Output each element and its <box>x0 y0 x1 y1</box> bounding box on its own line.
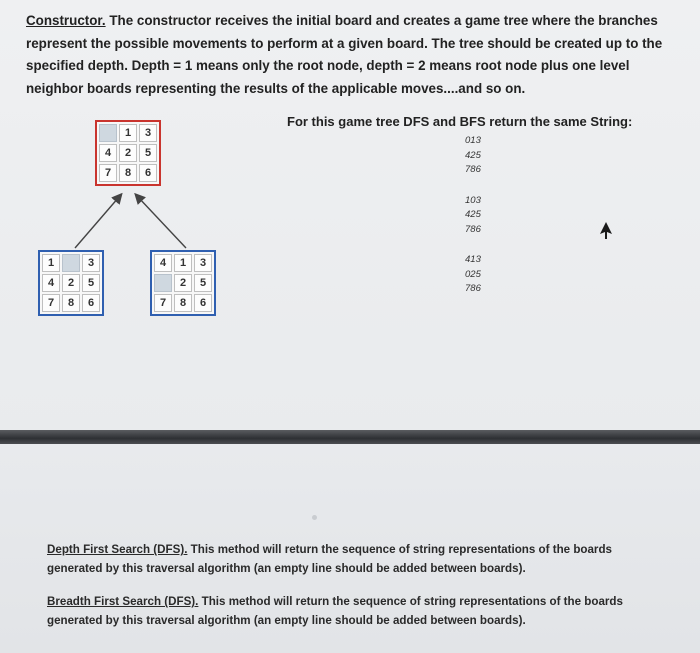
page-divider <box>0 430 700 444</box>
board-cell: 6 <box>82 294 100 312</box>
board-cell: 7 <box>154 294 172 312</box>
output-group-1 <box>465 134 505 178</box>
dfs-description <box>47 540 667 578</box>
board-cell: 4 <box>154 254 172 272</box>
board-cell: 5 <box>194 274 212 292</box>
bfs-heading: Breadth First Search (DFS). <box>47 595 199 608</box>
board-cell: 7 <box>42 294 60 312</box>
right-child-board <box>150 250 216 316</box>
board-cell: 3 <box>139 124 157 142</box>
left-child-board <box>38 250 104 316</box>
board-cell: 2 <box>62 274 80 292</box>
output-line: 025 <box>465 268 481 280</box>
board-cell: 8 <box>119 164 137 182</box>
constructor-description <box>26 10 676 100</box>
bfs-description <box>47 592 667 630</box>
board-cell: 8 <box>174 294 192 312</box>
dfs-heading: Depth First Search (DFS). <box>47 543 188 556</box>
board-cell: 6 <box>139 164 157 182</box>
board-cell: 1 <box>119 124 137 142</box>
board-cell: 3 <box>82 254 100 272</box>
board-cell: 4 <box>42 274 60 292</box>
board-cell: 2 <box>174 274 192 292</box>
board-cell: 3 <box>194 254 212 272</box>
bfs-text: This method will return the sequence of string representations of the boards generated by this traversal algorithm (an empty line should be added between boards). <box>47 595 623 627</box>
output-group-2 <box>465 194 505 238</box>
mouse-cursor-icon <box>598 221 614 241</box>
board-cell <box>154 274 172 292</box>
board-cell: 6 <box>194 294 212 312</box>
board-cell: 1 <box>174 254 192 272</box>
board-cell: 4 <box>99 144 117 162</box>
root-board <box>95 120 161 186</box>
output-line: 786 <box>465 164 481 175</box>
board-cell: 1 <box>42 254 60 272</box>
board-cell: 5 <box>139 144 157 162</box>
constructor-text: The constructor receives the initial board and creates a game tree where the branches represent the possible movements to perform at a given board. The tree should be created up to the specified depth. Depth = 1 means only the root node, depth = 2 means root node plus one level neighbor boards representing the results of the applicable moves....and so on. <box>26 13 663 96</box>
smudge-mark <box>312 515 317 520</box>
output-line: 786 <box>465 223 481 235</box>
board-cell: 8 <box>62 294 80 312</box>
traversal-output <box>465 134 505 313</box>
output-group-3 <box>465 253 505 297</box>
output-line: 425 <box>465 149 481 161</box>
board-cell: 7 <box>99 164 117 182</box>
tree-caption: For this game tree DFS and BFS return the same String: <box>287 114 633 129</box>
output-line: 786 <box>465 283 481 294</box>
constructor-heading: Constructor. <box>26 13 106 28</box>
dfs-text: This method will return the sequence of string representations of the boards generated by this traversal algorithm (an empty line should be added between boards). <box>47 543 612 575</box>
board-cell: 5 <box>82 274 100 292</box>
output-line: 425 <box>465 209 481 220</box>
board-cell <box>99 124 117 142</box>
board-cell: 2 <box>119 144 137 162</box>
output-line: 013 <box>465 135 481 146</box>
board-cell <box>62 254 80 272</box>
output-line: 103 <box>465 194 481 206</box>
output-line: 413 <box>465 254 481 265</box>
